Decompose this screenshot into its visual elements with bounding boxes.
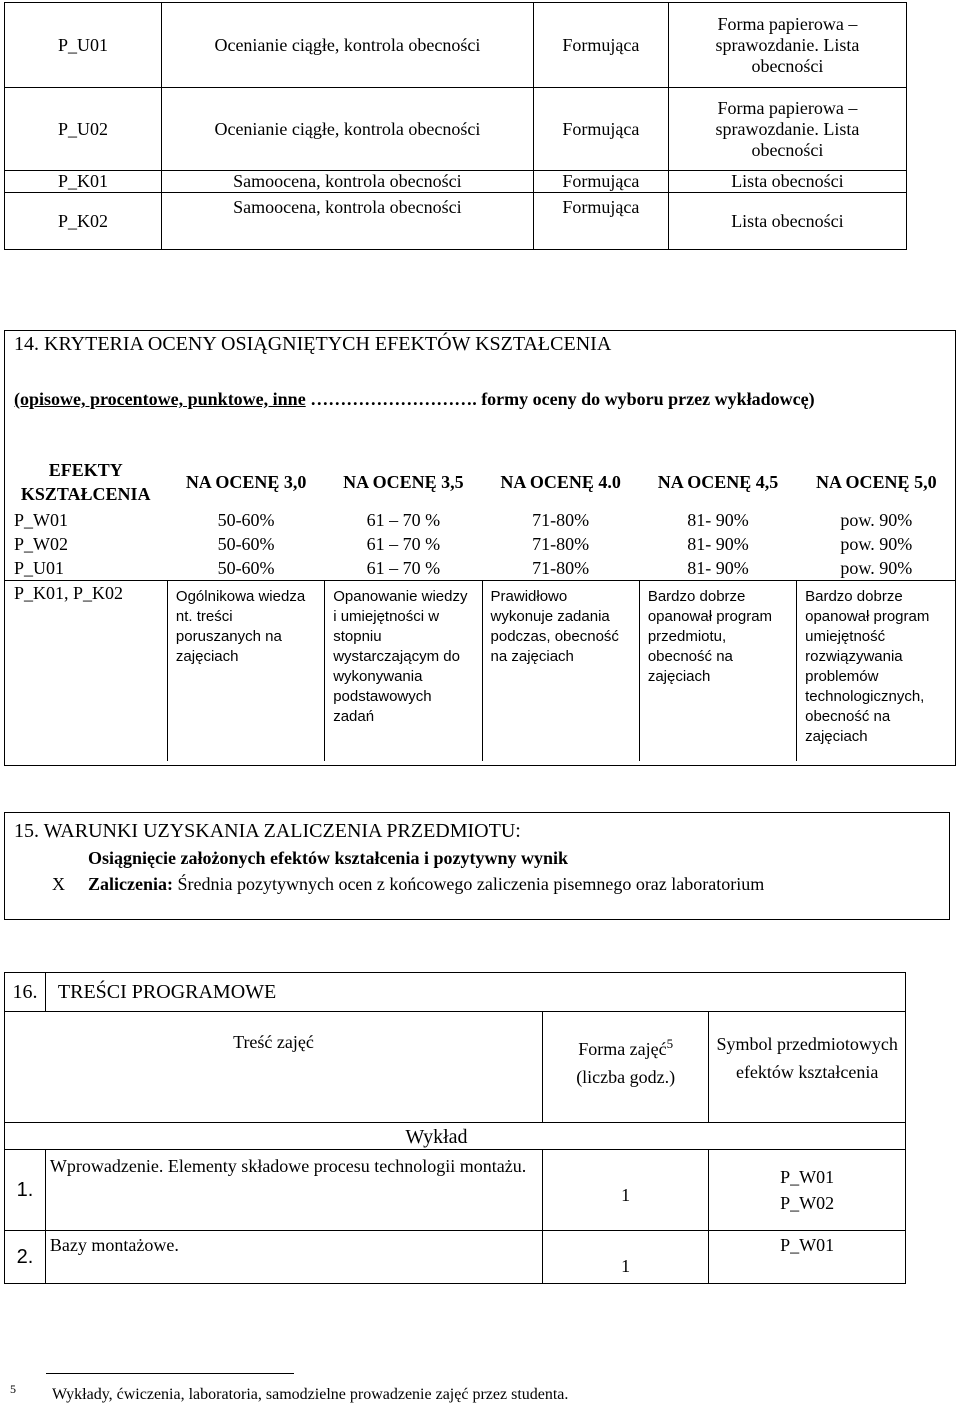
group-row bbox=[5, 1123, 906, 1150]
table-row bbox=[5, 193, 907, 250]
program-content-table bbox=[4, 972, 906, 1284]
assessment-method: Samoocena, kontrola obecności bbox=[161, 193, 533, 250]
assessment-form: Lista obecności bbox=[668, 193, 906, 250]
table-row bbox=[4, 556, 956, 581]
assessment-form: Forma papierowa – sprawozdanie. Lista obecności bbox=[668, 88, 906, 171]
table-cell: pow. 90% bbox=[840, 534, 913, 554]
subtitle-suffix: formy oceny do wyboru przez wykładowcę) bbox=[476, 389, 815, 409]
table-row bbox=[4, 508, 956, 532]
x-mark: X bbox=[52, 874, 65, 894]
header-form bbox=[542, 1012, 708, 1123]
effect-code: P_K02 bbox=[5, 193, 162, 250]
section-15-condition: Osiągnięcie założonych efektów kształcenia i pozytywny wynik bbox=[88, 848, 568, 868]
footnote-text: Wykłady, ćwiczenia, laboratoria, samodzielne prowadzenie zajęć przez studenta. bbox=[52, 1386, 569, 1403]
column-header: NA OCENĘ 3,0 bbox=[185, 472, 307, 492]
criteria-description: Opanowanie wiedzy i umiejętności w stopniu wystarczającym do wykonywania podstawowych zadań bbox=[325, 581, 482, 762]
content-cell: Bazy montażowe. bbox=[45, 1231, 542, 1284]
assessment-method: Samoocena, kontrola obecności bbox=[161, 171, 533, 193]
hours-cell: 1 bbox=[542, 1231, 708, 1284]
assessment-form: Forma papierowa – sprawozdanie. Lista obecności bbox=[668, 3, 906, 88]
header-form-label: Forma zajęć bbox=[578, 1039, 667, 1059]
table-row bbox=[5, 3, 907, 88]
footnote-number: 5 bbox=[10, 1382, 16, 1396]
section-15-credit bbox=[88, 874, 764, 895]
content-cell: Wprowadzenie. Elementy składowe procesu technologii montażu. bbox=[45, 1150, 542, 1231]
section-16-number: 16. bbox=[5, 973, 46, 1012]
table-cell: 71-80% bbox=[532, 558, 590, 578]
section-14-subtitle bbox=[14, 386, 914, 412]
column-header: NA OCENĘ 5,0 bbox=[816, 472, 937, 492]
criteria-description: Bardzo dobrze opanował program przedmiotu, obecność na zajęciach bbox=[639, 581, 796, 762]
table-cell: 81- 90% bbox=[687, 510, 749, 530]
group-spacer bbox=[5, 1123, 46, 1150]
effect-code: P_W02 bbox=[14, 534, 68, 554]
table-row bbox=[5, 88, 907, 171]
effect-code: P_K01 bbox=[5, 171, 162, 193]
table-cell: 61 – 70 % bbox=[366, 558, 441, 578]
table-cell: pow. 90% bbox=[840, 558, 913, 578]
column-header: NA OCENĘ 4,5 bbox=[657, 472, 779, 492]
assessment-form: Lista obecności bbox=[668, 171, 906, 193]
table-cell: 61 – 70 % bbox=[366, 510, 441, 530]
group-label: Wykład bbox=[45, 1123, 905, 1150]
table-row bbox=[5, 1231, 906, 1284]
footnote-ref: 5 bbox=[666, 1036, 674, 1051]
assessment-type: Formująca bbox=[533, 3, 668, 88]
table-cell: 50-60% bbox=[217, 510, 275, 530]
header-content-label: Treść zajęć bbox=[233, 1032, 314, 1052]
assessment-type: Formująca bbox=[533, 193, 668, 250]
hours-cell: 1 bbox=[542, 1150, 708, 1231]
header-symbol: Symbol przedmiotowych efektów kształcenia bbox=[709, 1012, 906, 1123]
symbols-cell: P_W01 P_W02 bbox=[709, 1150, 906, 1231]
grading-criteria-table bbox=[4, 456, 956, 761]
table-header-row bbox=[4, 456, 956, 508]
criteria-description: Prawidłowo wykonuje zadania podczas, obecność na zajęciach bbox=[482, 581, 639, 762]
assessment-methods-table bbox=[4, 2, 907, 250]
section-16-title: TREŚCI PROGRAMOWE bbox=[45, 973, 905, 1012]
table-cell: 50-60% bbox=[217, 558, 275, 578]
column-header: NA OCENĘ 4.0 bbox=[500, 472, 621, 492]
effect-code: P_K01, P_K02 bbox=[4, 581, 167, 762]
table-cell: 81- 90% bbox=[687, 534, 749, 554]
table-cell: 71-80% bbox=[532, 510, 590, 530]
header-content bbox=[5, 1012, 543, 1123]
row-number: 1. bbox=[5, 1150, 46, 1231]
credit-label: Zaliczenia: bbox=[88, 874, 173, 894]
assessment-method: Ocenianie ciągłe, kontrola obecności bbox=[161, 3, 533, 88]
criteria-description: Ogólnikowa wiedza nt. treści poruszanych na zajęciach bbox=[167, 581, 324, 762]
table-cell: 81- 90% bbox=[687, 558, 749, 578]
section-14-title: 14. KRYTERIA OCENY OSIĄGNIĘTYCH EFEKTÓW KSZTAŁCENIA bbox=[14, 333, 612, 355]
table-cell: pow. 90% bbox=[840, 510, 913, 530]
section-15-title: 15. WARUNKI UZYSKANIA ZALICZENIA PRZEDMIOTU: bbox=[14, 820, 521, 842]
subtitle-underlined: (opisowe, procentowe, punktowe, inne bbox=[14, 389, 306, 409]
table-cell: 61 – 70 % bbox=[366, 534, 441, 554]
table-row bbox=[4, 532, 956, 556]
assessment-method: Ocenianie ciągłe, kontrola obecności bbox=[161, 88, 533, 171]
assessment-type: Formująca bbox=[533, 171, 668, 193]
section-16-header-row bbox=[5, 1012, 906, 1123]
table-row bbox=[4, 581, 956, 762]
subtitle-dots: ………………………. bbox=[310, 389, 477, 409]
criteria-description: Bardzo dobrze opanował program umiejętność rozwiązywania problemów technologicznych, obecność na zajęciach bbox=[797, 581, 956, 762]
table-row bbox=[5, 171, 907, 193]
effect-code: P_U02 bbox=[5, 88, 162, 171]
effect-code: P_U01 bbox=[14, 558, 65, 578]
effect-code: P_U01 bbox=[5, 3, 162, 88]
table-row bbox=[5, 1150, 906, 1231]
footnote-separator bbox=[46, 1373, 294, 1374]
section-16-title-row bbox=[5, 973, 906, 1012]
table-cell: 71-80% bbox=[532, 534, 590, 554]
credit-text: Średnia pozytywnych ocen z końcowego zaliczenia pisemnego oraz laboratorium bbox=[172, 874, 765, 894]
header-form-hours: (liczba godz.) bbox=[576, 1067, 676, 1087]
row-number: 2. bbox=[5, 1231, 46, 1284]
effect-code: P_W01 bbox=[14, 510, 68, 530]
column-header: EFEKTY KSZTAŁCENIA bbox=[20, 460, 151, 504]
symbols-cell: P_W01 bbox=[709, 1231, 906, 1284]
column-header: NA OCENĘ 3,5 bbox=[343, 472, 464, 492]
table-cell: 50-60% bbox=[217, 534, 275, 554]
assessment-type: Formująca bbox=[533, 88, 668, 171]
